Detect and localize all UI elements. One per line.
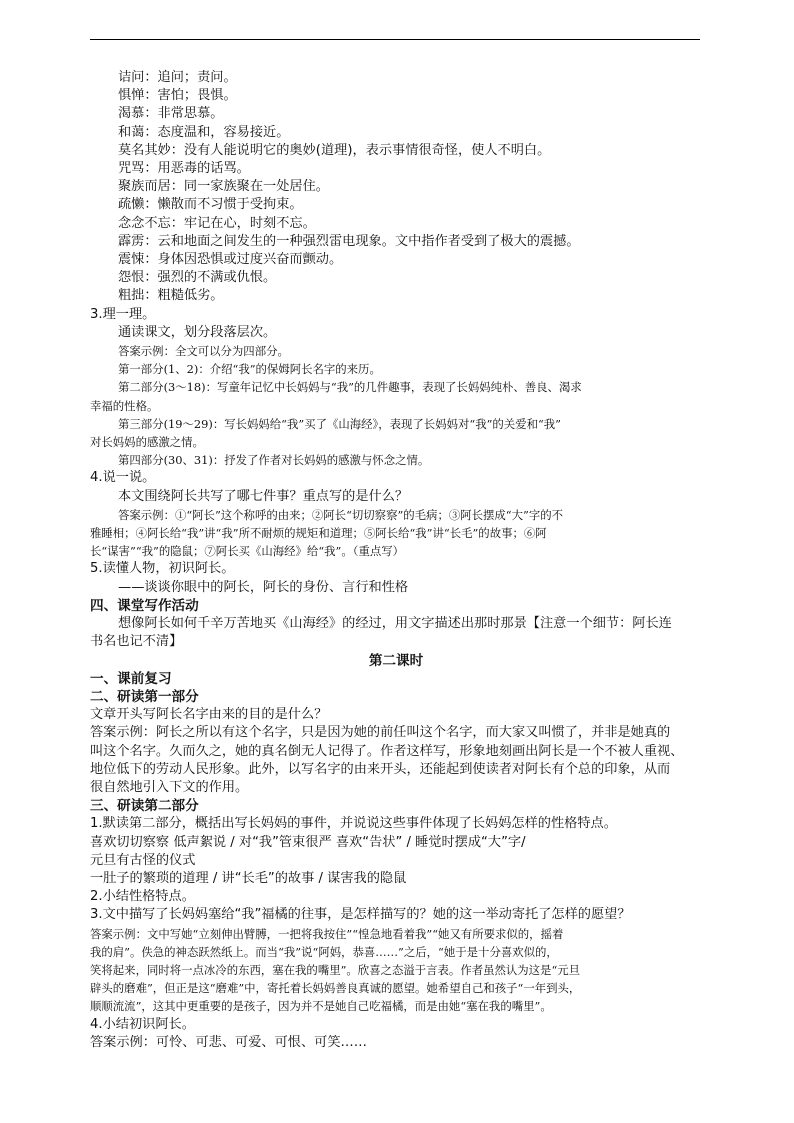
- vocab-item: 聚族而居：同一家族聚在一处居住。: [118, 179, 329, 195]
- section-4-answer: 答案示例：①“阿长”这个称呼的由来；②阿长“切切察察”的毛病；③阿长摆成“大”字的不: [118, 507, 564, 522]
- answer-text: 我的肩”。佚急的神态跃然纸上。而当“我”说“阿妈，恭喜……”之后，“她于是十分喜欢似的，: [90, 944, 558, 959]
- vocab-item: 疏懒：懒散而不习惯于受拘束。: [118, 197, 303, 213]
- vocab-item: 惧惮：害怕；畏惧。: [118, 88, 237, 104]
- answer-text: 答案示例：可怜、可悲、可爱、可恨、可笑……: [90, 1034, 367, 1050]
- vocab-item: 莫名其妙：没有人能说明它的奥妙(道理)，表示事情很奇怪，使人不明白。: [118, 142, 551, 158]
- lesson-2: [90, 652, 702, 1052]
- heading-review: 一、课前复习: [90, 670, 172, 687]
- section-5: [90, 560, 702, 596]
- vocab-item: 咒骂：用恶毒的话骂。: [118, 161, 250, 177]
- vocab-item: 渴慕：非常思慕。: [118, 106, 224, 122]
- vocab-item: 霹雳：云和地面之间发生的一种强烈雷电现象。文中指作者受到了极大的震撼。: [118, 233, 580, 249]
- vocab-list: [90, 69, 702, 306]
- heading-part-1: 二、研读第一部分: [90, 688, 199, 705]
- question: 3.文中描写了长妈妈塞给“我”福橘的往事，是怎样描写的？她的这一举动寄托了怎样的愿望？: [90, 907, 631, 923]
- answer-text: 答案示例：阿长之所以有这个名字，只是因为她的前任叫这个名字，而大家又叫惯了，并非是她真的: [90, 725, 671, 741]
- question: 2.小结性格特点。: [90, 889, 195, 905]
- section-4-question: 本文围绕阿长共写了哪七件事？重点写的是什么？: [118, 488, 409, 504]
- section-5-title: 5.读懂人物，初识阿长。: [90, 561, 235, 577]
- section-4-title: 4.说一说。: [90, 470, 156, 486]
- answer-text: 答案示例：文中写她“立刻伸出臂膊，一把将我按住”“惶急地看着我”“她又有所要求似的，摇着: [90, 926, 564, 941]
- part-2: 第二部分(3～18)：写童年记忆中长妈妈与“我”的几件趣事，表现了长妈妈纯朴、善良、渴求: [118, 380, 582, 395]
- answer-text: 地位低下的劳动人民形象。此外，以写名字的由来开头，还能起到使读者对阿长有个总的印象，从而: [90, 761, 671, 777]
- writing-activity: [90, 597, 702, 652]
- section-4: [90, 469, 702, 560]
- section-5-question: ——谈谈你眼中的阿长，阿长的身份、言行和性格: [118, 579, 409, 595]
- question: 1.默读第二部分，概括出写长妈妈的事件，并说说这些事件体现了长妈妈怎样的性格特点。: [90, 816, 617, 832]
- vocab-item: 和蔼：态度温和，容易接近。: [118, 124, 290, 140]
- answer-text: 笑将起来，同时将一点冰冷的东西，塞在我的嘴里”。欣喜之态溢于言表。作者虽然认为这是“元旦: [90, 962, 581, 977]
- vocab-item: 念念不忘：牢记在心，时刻不忘。: [118, 215, 316, 231]
- part-2-cont: 幸福的性格。: [90, 398, 159, 413]
- writing-activity-text: 想像阿长如何千辛万苦地买《山海经》的经过，用文字描述出那时那景【注意一个细节：阿长连: [118, 616, 672, 632]
- question: 文章开头写阿长名字由来的目的是什么？: [90, 707, 328, 723]
- writing-activity-title: 四、课堂写作活动: [90, 597, 199, 614]
- section-3: [90, 306, 702, 470]
- vocab-item: 诘问：追问；责问。: [118, 70, 237, 85]
- answer-text: 很自然地引入下文的作用。: [90, 779, 249, 795]
- answer-text: 叫这个名字。久而久之，她的真名倒无人记得了。作者这样写，形象地刻画出阿长是一个不被人重视、: [90, 743, 684, 759]
- answer-label: 答案示例：全文可以分为四部分。: [118, 344, 289, 359]
- vocab-item: 震悚：身体因恐惧或过度兴奋而颤动。: [118, 252, 343, 268]
- part-3: 第三部分(19～29)：写长妈妈给“我”买了《山海经》，表现了长妈妈对“我”的关爱和“我”: [118, 416, 562, 431]
- vocab-item: 粗拙：粗糙低劣。: [118, 288, 224, 304]
- vocab-item: 怨恨：强烈的不满或仇恨。: [118, 270, 277, 286]
- section-3-title: 3.理一理。: [90, 306, 156, 322]
- event-list-cont: 元旦有古怪的仪式: [90, 852, 196, 868]
- document-page: [90, 69, 702, 1052]
- section-3-task: 通读课文，划分段落层次。: [118, 324, 277, 340]
- section-4-answer-cont: 雅睡相；④阿长给“我”讲“我”所不耐烦的规矩和道理；⑤阿长给“我”讲“长毛”的故事；⑥阿: [90, 526, 547, 541]
- header-rule: [90, 39, 700, 40]
- heading-part-2: 三、研读第二部分: [90, 798, 199, 815]
- part-3-cont: 对长妈妈的感激之情。: [90, 435, 204, 450]
- lesson-2-title: 第二课时: [368, 652, 424, 669]
- answer-text: 辟头的磨难”，但正是这“磨难”中，寄托着长妈妈善良真诚的愿望。她希望自己和孩子“一年到头，: [90, 981, 581, 996]
- writing-activity-text-cont: 书名也记不清】: [90, 634, 183, 650]
- part-1: 第一部分(1、2)：介绍“我”的保姆阿长名字的来历。: [118, 362, 381, 377]
- section-4-answer-cont: 长“谋害”“我”的隐鼠；⑦阿长买《山海经》给“我”。（重点写）: [90, 544, 405, 559]
- event-list: 喜欢切切察察 低声絮说 / 对“我”管束很严 喜欢“告状” / 睡觉时摆成“大”字/: [90, 834, 526, 850]
- question: 4.小结初识阿长。: [90, 1016, 195, 1032]
- answer-text: 顺顺流流”，这其中更重要的是孩子，因为并不是她自己吃福橘，而是由她“塞在我的嘴里”。: [90, 999, 552, 1014]
- part-4: 第四部分(30、31)：抒发了作者对长妈妈的感激与怀念之情。: [118, 453, 430, 468]
- event-list-cont: 一肚子的繁琐的道理 / 讲“长毛”的故事 / 谋害我的隐鼠: [90, 870, 407, 886]
